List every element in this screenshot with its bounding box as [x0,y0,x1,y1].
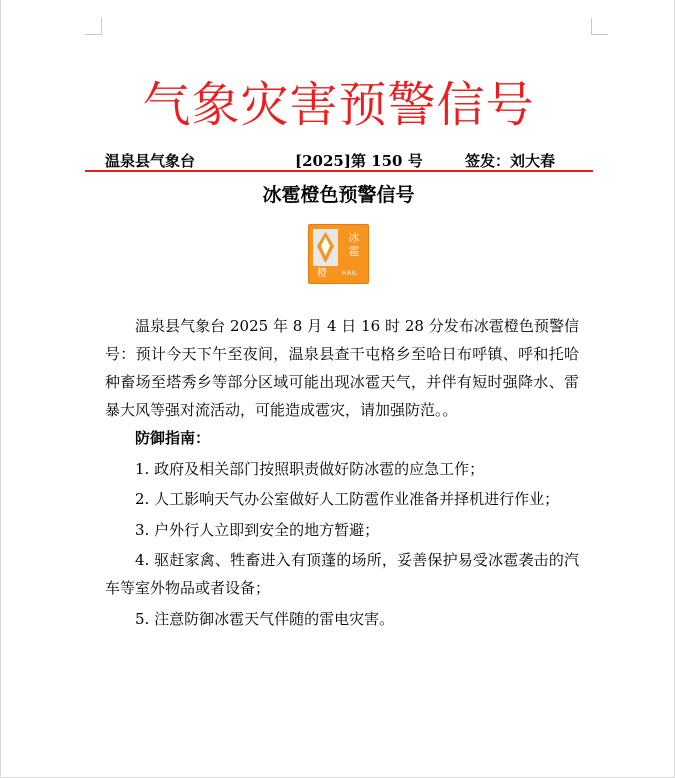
hail-stone-icon [313,229,338,266]
guide-item: 3. 户外行人立即到安全的地方暂避； [135,520,380,539]
hail-symbol-panel [313,229,338,266]
guide-item: 5. 注意防御冰雹天气伴随的雷电灾害。 [135,609,395,628]
signer: 签发：刘大春 [465,152,556,170]
issuer-name: 温泉县气象台 [105,152,196,170]
hail-orange-warning-icon [308,224,369,284]
guide-item: 2. 人工影响天气办公室做好人工防雹作业准备并择机进行作业； [135,490,560,508]
document-body [105,312,579,633]
document-header [105,151,585,171]
warning-paragraph: 温泉县气象台 2025 年 8 月 4 日 16 时 28 分发布冰雹橙色预警信号：预计今天下午至夜间，温泉县查干屯格乡至哈日布呼镇、呼和托哈种畜场至塔秀乡等部分区域可能出现冰雹天气，并伴有短时强降水、雷暴大风等强对流活动，可能造成雹灾，请加强防范。。 [105,317,579,419]
header-divider [85,170,593,172]
icon-bottom-labels [309,267,370,283]
page-corner-mark-left [85,18,102,35]
guide-item: 1. 政府及相关部门按照职责做好防冰雹的应急工作； [135,459,485,478]
document-number: [2025]第 150 号 [295,152,423,170]
guide-item: 4. 驱赶家禽、牲畜进入有顶蓬的场所，妥善保护易受冰雹袭击的汽车等室外物品或者设备； [105,551,579,597]
icon-label-en: HAIL [342,270,358,277]
warning-title: 冰雹橙色预警信号 [262,184,415,206]
icon-label-level: 橙 [317,268,327,279]
guide-heading: 防御指南： [135,429,211,447]
icon-label-cn: 冰雹 [348,231,360,258]
main-title: 气象灾害预警信号 [142,77,535,133]
page-corner-mark-right [591,18,608,35]
